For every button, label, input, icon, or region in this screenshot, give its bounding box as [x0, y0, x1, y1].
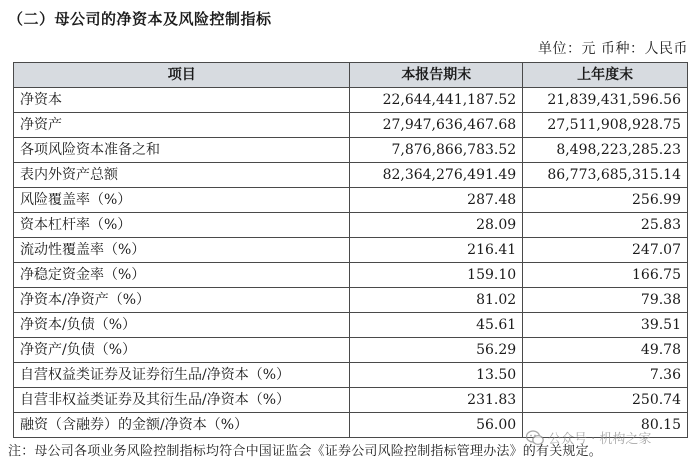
row-current-value: 81.02: [350, 288, 523, 313]
table-row: [14, 163, 688, 188]
row-prior-value: 21,839,431,596.56: [523, 88, 688, 113]
footnote: 注：母公司各项业务风险控制指标均符合中国证监会《证券公司风险控制指标管理办法》的有关规定。: [8, 444, 603, 459]
unit-currency-line: 单位：元 币种：人民币: [538, 41, 688, 57]
row-item-label: 流动性覆盖率（%）: [14, 238, 350, 263]
risk-control-table: [13, 62, 688, 438]
wechat-icon: [526, 430, 544, 446]
row-item-label: 自营权益类证券及证券衍生品/净资本（%）: [14, 363, 350, 388]
table-row: [14, 188, 688, 213]
table-row: [14, 388, 688, 413]
row-current-value: 28.09: [350, 213, 523, 238]
row-current-value: 56.29: [350, 338, 523, 363]
table-row: [14, 363, 688, 388]
table-row: [14, 263, 688, 288]
row-prior-value: 27,511,908,928.75: [523, 113, 688, 138]
row-prior-value: 49.78: [523, 338, 688, 363]
row-prior-value: 7.36: [523, 363, 688, 388]
row-prior-value: 247.07: [523, 238, 688, 263]
row-current-value: 22,644,441,187.52: [350, 88, 523, 113]
row-item-label: 自营非权益类证券及其衍生品/净资本（%）: [14, 388, 350, 413]
table-row: [14, 288, 688, 313]
row-prior-value: 80.15: [523, 413, 688, 438]
table-row: [14, 338, 688, 363]
row-item-label: 风险覆盖率（%）: [14, 188, 350, 213]
header-prior-year: 上年度末: [523, 63, 688, 88]
row-prior-value: 250.74: [523, 388, 688, 413]
table-row: [14, 213, 688, 238]
row-current-value: 56.00: [350, 413, 523, 438]
row-item-label: 净资产: [14, 113, 350, 138]
row-current-value: 231.83: [350, 388, 523, 413]
row-item-label: 各项风险资本准备之和: [14, 138, 350, 163]
table-row: [14, 313, 688, 338]
row-prior-value: 25.83: [523, 213, 688, 238]
row-prior-value: 86,773,685,315.14: [523, 163, 688, 188]
table-row: [14, 138, 688, 163]
row-prior-value: 79.38: [523, 288, 688, 313]
table-row: [14, 238, 688, 263]
table-row: [14, 88, 688, 113]
row-prior-value: 166.75: [523, 263, 688, 288]
row-current-value: 287.48: [350, 188, 523, 213]
header-item: 项目: [14, 63, 350, 88]
row-item-label: 资本杠杆率（%）: [14, 213, 350, 238]
row-current-value: 13.50: [350, 363, 523, 388]
watermark: [526, 428, 651, 447]
row-current-value: 45.61: [350, 313, 523, 338]
row-item-label: 表内外资产总额: [14, 163, 350, 188]
row-current-value: 27,947,636,467.68: [350, 113, 523, 138]
row-item-label: 融资（含融券）的金额/净资本（%）: [14, 413, 350, 438]
row-item-label: 净资本/净资产（%）: [14, 288, 350, 313]
row-item-label: 净资产/负债（%）: [14, 338, 350, 363]
row-current-value: 7,876,866,783.52: [350, 138, 523, 163]
table-row: [14, 113, 688, 138]
header-current-period: 本报告期末: [350, 63, 523, 88]
row-current-value: 82,364,276,491.49: [350, 163, 523, 188]
row-prior-value: 8,498,223,285.23: [523, 138, 688, 163]
table-header-row: [14, 63, 688, 88]
row-item-label: 净资本: [14, 88, 350, 113]
watermark-text: 公众号 · 机构之家: [548, 432, 652, 447]
row-item-label: 净资本/负债（%）: [14, 313, 350, 338]
row-current-value: 216.41: [350, 238, 523, 263]
section-title: （二）母公司的净资本及风险控制指标: [8, 10, 272, 28]
row-item-label: 净稳定资金率（%）: [14, 263, 350, 288]
row-current-value: 159.10: [350, 263, 523, 288]
row-prior-value: 39.51: [523, 313, 688, 338]
row-prior-value: 256.99: [523, 188, 688, 213]
